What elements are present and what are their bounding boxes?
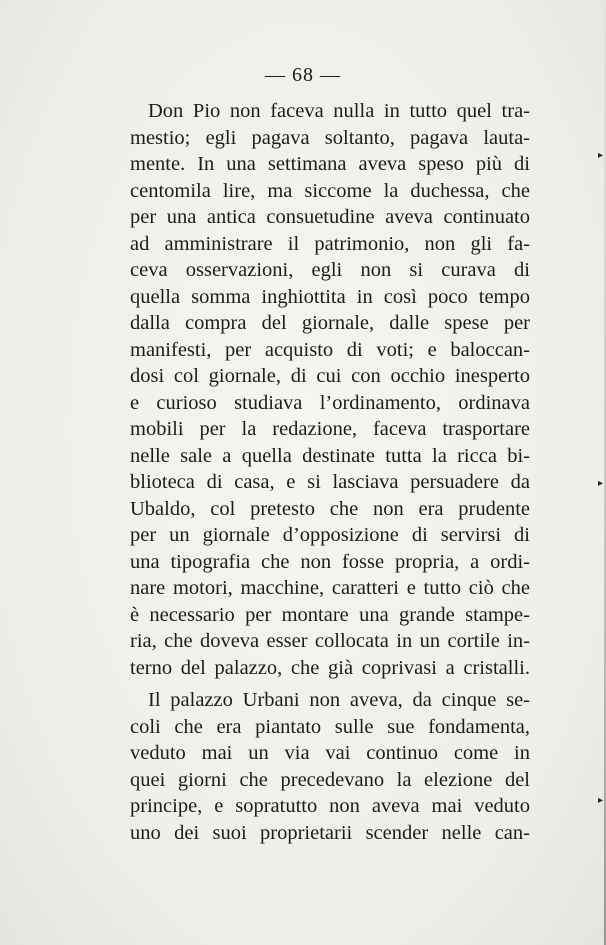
text-line: blioteca di casa, e si lasciava persuadere da [130,471,530,493]
text-line: Ubaldo, col pretesto che non era prudente [130,497,530,520]
text-line: mente. In una settimana aveva speso più di [130,153,530,175]
text-line: principe, e sopratutto non aveva mai veduto [130,795,530,817]
text-line: e curioso studiava l’ordinamento, ordinava [130,391,530,414]
text-line: Don Pio non faceva nulla in tutto quel tra- [148,100,530,122]
text-line: terno del palazzo, che già coprivasi a cristalli. [130,656,530,679]
text-line: dosi col giornale, di cui con occhio inesperto [130,365,530,387]
paragraph-2 [130,687,530,846]
edge-mark: ▸ [597,478,603,489]
text-line: mestio; egli pagava soltanto, pagava lauta- [130,126,530,149]
text-line: ceva osservazioni, egli non si curava di [130,259,530,281]
text-line: quella somma inghiottita in così poco tempo [130,285,530,308]
text-line: per un giornale d’opposizione di servirsi di [130,524,530,546]
paragraph-1 [130,98,530,681]
text-line: quei giorni che precedevano la elezione del [130,768,530,791]
text-line: coli che era piantato sulle sue fondamenta, [130,715,530,738]
text-line: uno dei suoi proprietarii scender nelle can- [130,821,530,844]
page-number: — 68 — [265,64,341,86]
edge-mark: ▸ [597,150,603,161]
text-line: per una antica consuetudine aveva continuato [130,206,530,228]
text-line: centomila lire, ma siccome la duchessa, che [130,179,530,202]
text-line: ria, che doveva esser collocata in un cortile in- [130,630,530,652]
text-line: nelle sale a quella destinate tutta la ricca bi- [130,444,530,467]
text-line: mobili per la redazione, faceva trasportare [130,418,530,440]
text-line: manifesti, per acquisto di voti; e baloccan- [130,338,530,361]
text-line: Il palazzo Urbani non aveva, da cinque se- [148,689,530,711]
text-line: è necessario per montare una grande stampe- [130,603,530,626]
body-text [130,98,530,846]
edge-mark: ▸ [597,795,603,806]
text-line: dalla compra del giornale, dalle spese per [130,312,530,334]
text-line: ad amministrare il patrimonio, non gli fa- [130,232,530,255]
text-line: veduto mai un via vai continuo come in [130,742,530,764]
text-line: una tipografia che non fosse propria, a ordi- [130,550,530,573]
text-line: nare motori, macchine, caratteri e tutto ciò che [130,577,530,599]
